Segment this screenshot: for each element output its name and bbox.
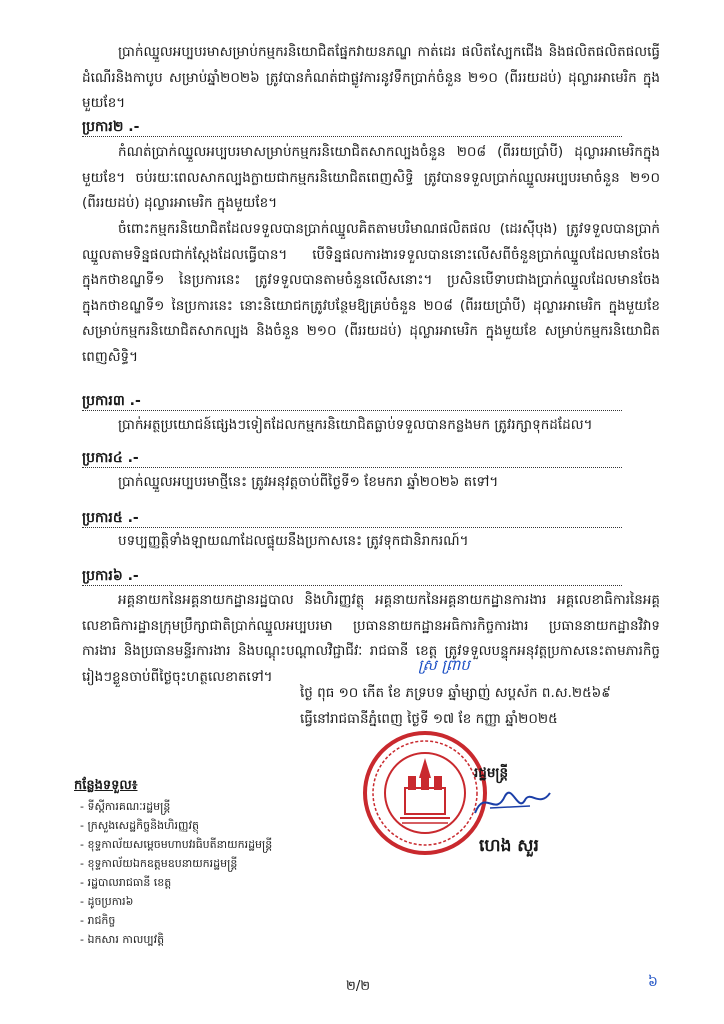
article-2-rule [82, 136, 622, 138]
article-6-rule [82, 585, 622, 587]
recipient-item: - ក្រសួងសេដ្ឋកិច្ចនិងហិរញ្ញវត្ថុ [80, 816, 272, 835]
article-2-paragraph-2: ចំពោះកម្មករនិយោជិតដែលទទួលបានប្រាក់ឈ្នួលគិតតាមបរិមាណផលិតផល (ដេរស៊ីបុង) ត្រូវទទួលបានប្រាក់ឈ្នួលតាមទិន្នផលជាក់ស្តែងដែលធ្វើបាន។ បើទិន្នផលការងារទទួលបាននោះលើសពីចំនួនប្រាក់ឈ្នួលដែលមានចែងក្នុងកថាខណ្ឌទី១ នៃប្រការនេះ ត្រូវទទួលបានតាមចំនួនលើសនោះ។ ប្រសិនបើទាបជាងប្រាក់ឈ្នួលដែលមានចែងក្នុងកថាខណ្ឌទី១ នៃប្រការនេះ នោះនិយោជកត្រូវបន្ថែមឱ្យគ្រប់ចំនួន ២០៨ (ពីររយប្រាំបី) ដុល្លារអាមេរិក ក្នុងមួយខែ សម្រាប់កម្មករនិយោជិតសាកល្បង និងចំនួន ២១០ (ពីររយដប់) ដុល្លារអាមេរិក ក្នុងមួយខែ សម្រាប់កម្មករនិយោជិតពេញសិទ្ធិ។ [82, 221, 660, 365]
minister-title: រដ្ឋមន្ត្រី [474, 765, 509, 781]
article-6-paragraph: អគ្គនាយកនៃអគ្គនាយកដ្ឋានរដ្ឋបាល និងហិរញ្ញវត្ថុ អគ្គនាយកនៃអគ្គនាយកដ្ឋានការងារ អគ្គលេខាធិការនៃអគ្គលេខាធិការដ្ឋានក្រុមប្រឹក្សាជាតិប្រាក់ឈ្នួលអប្បបរមា ប្រធាននាយកដ្ឋានអធិការកិច្ចការងារ ប្រធាននាយកដ្ឋានវិវាទការងារ និងប្រធានមន្ទីរការងារ និងបណ្តុះបណ្តាលវិជ្ជាជីវៈ រាជធានី ខេត្ត ត្រូវទទួលបន្ទុកអនុវត្តប្រកាសនេះតាមភារកិច្ចរៀងៗខ្លួនចាប់ពីថ្ងៃចុះហត្ថលេខាតទៅ។ [82, 592, 660, 685]
recipients-list [80, 797, 272, 949]
lunar-date: ថ្ងៃ ពុធ ១០ កើត ខែ ភទ្របទ ឆ្នាំម្សាញ់ សប្តស័ក ព.ស.២៥៦៩ [300, 685, 611, 701]
article-3-heading: ប្រការ៣ .- [82, 393, 141, 409]
page-number: ២/២ [346, 979, 371, 994]
minister-signature-icon [470, 778, 560, 828]
article-4-paragraph: ប្រាក់ឈ្នួលអប្បបរមាថ្មីនេះ ត្រូវអនុវត្តចាប់ពីថ្ងៃទី១ ខែមករា ឆ្នាំ២០២៦ តទៅ។ [118, 474, 499, 490]
article-6-heading: ប្រការ៦ .- [82, 568, 139, 584]
article-5-heading: ប្រការ៥ .- [82, 510, 139, 526]
corner-mark: ៦ [648, 974, 658, 990]
solar-date: ធ្វើនៅរាជធានីភ្នំពេញ ថ្ងៃទី ១៧ ខែ កញ្ញា ឆ្នាំ២០២៥ [300, 711, 558, 727]
intro-paragraph: ប្រាក់ឈ្នួលអប្បបរមាសម្រាប់កម្មករនិយោជិតផ្នែកវាយនភណ្ឌ កាត់ដេរ ផលិតស្បែកជើង និងផលិតផលិតផលធ្វើដំណើរនិងកាបូប សម្រាប់ឆ្នាំ២០២៦ ត្រូវបានកំណត់ជាផ្លូវការនូវទឹកប្រាក់ចំនួន ២១០ (ពីររយដប់) ដុល្លារអាមេរិក ក្នុងមួយខែ។ [82, 44, 660, 111]
article-4-rule [82, 467, 622, 469]
article-3-paragraph: ប្រាក់អត្ថប្រយោជន៍ផ្សេងៗទៀតដែលកម្មករនិយោជិតធ្លាប់ទទួលបានកន្លងមក ត្រូវរក្សាទុកដដែល។ [118, 417, 593, 433]
article-4-heading: ប្រការ៤ .- [82, 450, 139, 466]
recipient-item: - ដូចប្រការ៦ [80, 892, 272, 911]
recipients-title: កន្លែងទទួល៖ [74, 778, 138, 793]
recipient-item: - ឯកសារ កាលប្បវត្តិ [80, 930, 272, 949]
recipient-item: - រាជកិច្ច [80, 911, 272, 930]
article-3-rule [82, 410, 622, 412]
recipient-item: - ទីស្តីការគណៈរដ្ឋមន្ត្រី [80, 797, 272, 816]
article-5-paragraph: បទប្បញ្ញត្តិទាំងឡាយណាដែលផ្ទុយនឹងប្រកាសនេះ ត្រូវទុកជានិរាករណ៍។ [118, 533, 469, 549]
article-2-heading: ប្រការ២ .- [82, 119, 140, 135]
minister-name: ហេង សួរ [479, 836, 539, 856]
recipient-item: - ខុទ្ទកាល័យសម្តេចមហាបវរធិបតីនាយករដ្ឋមន្ត្រី [80, 835, 272, 854]
article-2-paragraph-1: កំណត់ប្រាក់ឈ្នួលអប្បបរមាសម្រាប់កម្មករនិយោជិតសាកល្បងចំនួន ២០៨ (ពីររយប្រាំបី) ដុល្លារអាមេរិកក្នុងមួយខែ។ ចប់រយៈពេលសាកល្បងក្លាយជាកម្មករនិយោជិតពេញសិទ្ធិ ត្រូវបានទទួលប្រាក់ឈ្នួលអប្បបរមាចំនួន ២១០ (ពីររយដប់) ដុល្លារអាមេរិក ក្នុងមួយខែ។ [82, 144, 660, 211]
handwritten-initials: ស្រ ព្រាប [418, 656, 470, 674]
recipient-item: - រដ្ឋបាលរាជធានី ខេត្ត [80, 873, 272, 892]
recipient-item: - ខុទ្ទកាល័យឯកឧត្តមឧបនាយករដ្ឋមន្ត្រី [80, 854, 272, 873]
